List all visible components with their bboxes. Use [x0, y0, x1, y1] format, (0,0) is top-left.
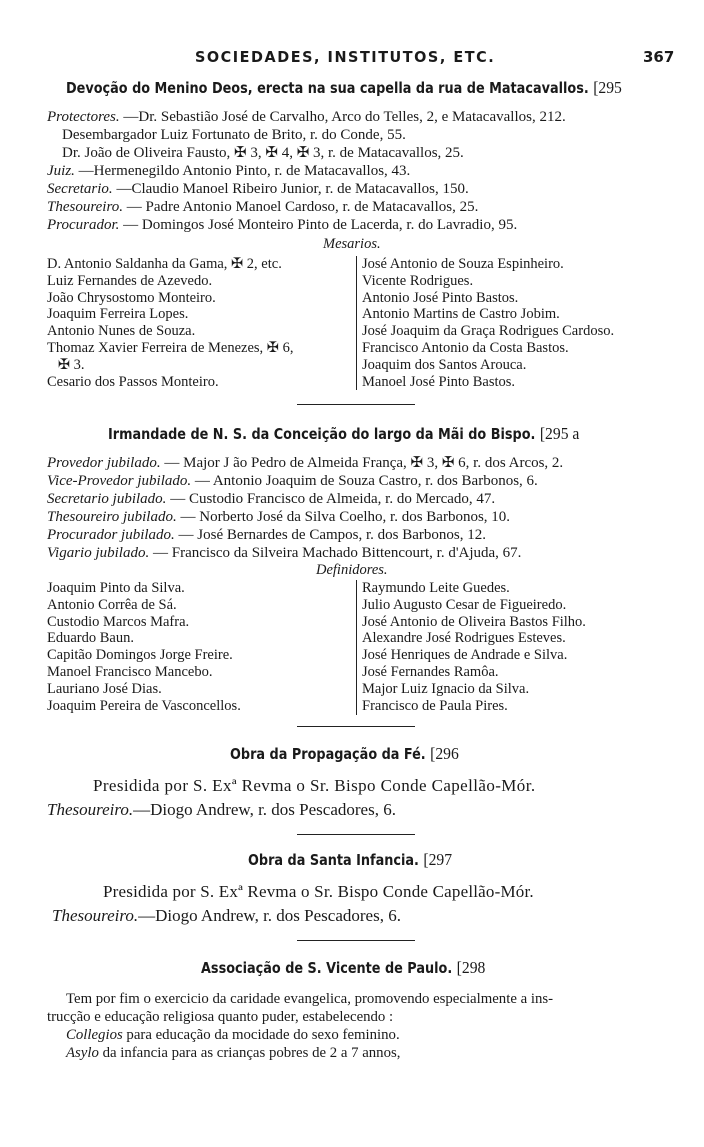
section-number: [295 — [593, 78, 622, 97]
member-name: Raymundo Leite Guedes. — [362, 580, 510, 596]
presidency-line: Presidida por S. Exª Revma o Sr. Bispo Conde Capellão-Mór. — [103, 882, 534, 901]
section-divider — [297, 940, 415, 941]
officer-line — [47, 198, 478, 216]
page-number: 367 — [643, 48, 675, 66]
officer-role: Thesoureiro jubilado. — [47, 509, 177, 525]
member-name: Major Luiz Ignacio da Silva. — [362, 680, 530, 697]
officer-text: — José Bernardes de Campos, r. dos Barbonos, 12. — [174, 527, 486, 543]
officer-text: — Norberto José da Silva Coelho, r. dos Barbonos, 10. — [176, 509, 511, 525]
officer-line — [47, 490, 495, 508]
officer-role: Thesoureiro. — [52, 906, 139, 925]
paragraph-line: trucção e educação religiosa quanto puder, estabelecendo : — [47, 1009, 394, 1025]
header-title: SOCIEDADES, INSTITUTOS, ETC. — [195, 48, 496, 66]
section-title-text: Associação de S. Vicente de Paulo. — [201, 959, 453, 977]
officer-text: — Domingos José Monteiro Pinto de Lacerda, r. do Lavradio, 95. — [119, 217, 518, 233]
member-name: José Henriques de Andrade e Silva. — [362, 647, 568, 664]
definidores-subheading: Definidores. — [316, 562, 388, 578]
section-number: [298 — [456, 958, 486, 977]
officer-role: Secretario jubilado. — [47, 491, 167, 507]
officer-text: —Hermenegildo Antonio Pinto, r. de Matacavallos, 43. — [74, 163, 411, 179]
officer-line — [47, 162, 410, 180]
section-number: [295 a — [539, 424, 580, 443]
mesarios-subheading: Mesarios. — [323, 236, 381, 252]
paragraph-line: Tem por fim o exercicio da caridade evangelica, promovendo especialmente a ins- — [66, 991, 554, 1007]
member-name: Antonio Corrêa de Sá. — [47, 596, 177, 613]
officer-line — [47, 472, 538, 490]
member-name: Capitão Domingos Jorge Freire. — [47, 647, 233, 664]
officer-line — [47, 108, 566, 126]
section-number: [296 — [430, 744, 459, 763]
section-title-text: Obra da Propagação da Fé. — [230, 745, 426, 763]
section-number: [297 — [423, 850, 453, 869]
definidores-right-column — [362, 580, 586, 714]
officer-text: — Major J ão Pedro de Almeida França, ✠ 3, ✠ 6, r. dos Arcos, 2. — [160, 455, 564, 471]
member-name: Joaquim dos Santos Arouca. — [362, 356, 527, 373]
member-name: Alexandre José Rodrigues Esteves. — [362, 630, 566, 647]
mesarios-right-column — [362, 256, 614, 390]
member-name: Vicente Rodrigues. — [362, 272, 474, 289]
section-title-text: Irmandade de N. S. da Conceição do largo da Mãi do Bispo. — [108, 425, 536, 443]
officer-text: —Dr. Sebastião José de Carvalho, Arco do Telles, 2, e Matacavallos, 212. — [119, 109, 566, 125]
member-name: Manoel Francisco Mancebo. — [47, 663, 213, 680]
section-2-title — [108, 424, 579, 444]
column-divider — [356, 580, 357, 715]
officer-role: Vigario jubilado. — [47, 545, 150, 561]
officer-text: Dr. João de Oliveira Fausto, ✠ 3, ✠ 4, ✠ 3, r. de Matacavallos, 25. — [62, 145, 464, 161]
item-term: Asylo — [66, 1045, 99, 1061]
member-name: Joaquim Pinto da Silva. — [47, 580, 185, 596]
treasurer-line — [47, 800, 396, 820]
officer-line — [47, 216, 517, 234]
section-1-title — [66, 78, 622, 98]
item-term: Collegios — [66, 1027, 123, 1043]
member-name: Eduardo Baun. — [47, 630, 134, 647]
member-name: Manoel José Pinto Bastos. — [362, 373, 516, 390]
member-name: D. Antonio Saldanha da Gama, ✠ 2, etc. — [47, 256, 282, 272]
officer-role: Vice-Provedor jubilado. — [47, 473, 192, 489]
officer-text: —Diogo Andrew, r. dos Pescadores, 6. — [138, 906, 401, 925]
member-name: José Joaquim da Graça Rodrigues Cardoso. — [362, 323, 615, 340]
definidores-left-column — [47, 580, 241, 714]
officer-role: Thesoureiro. — [47, 199, 123, 215]
member-name: Antonio Martins de Castro Jobim. — [362, 306, 560, 323]
section-4-title — [248, 850, 452, 870]
section-divider — [297, 404, 415, 405]
section-divider — [297, 834, 415, 835]
list-item — [66, 1026, 400, 1044]
member-name: Antonio Nunes de Souza. — [47, 323, 196, 340]
section-title-text: Obra da Santa Infancia. — [248, 851, 419, 869]
section-3-title — [230, 744, 459, 764]
member-name: Francisco Antonio da Costa Bastos. — [362, 339, 569, 356]
officer-role: Provedor jubilado. — [47, 455, 161, 471]
officer-role: Thesoureiro. — [47, 800, 134, 819]
officer-text: — Padre Antonio Manoel Cardoso, r. de Matacavallos, 25. — [122, 199, 479, 215]
officer-role: Procurador. — [47, 217, 120, 233]
member-name: José Antonio de Souza Espinheiro. — [362, 256, 564, 272]
officer-text: Desembargador Luiz Fortunato de Brito, r. do Conde, 55. — [62, 127, 406, 143]
member-name: Joaquim Pereira de Vasconcellos. — [47, 697, 241, 714]
member-name: ✠ 3. — [47, 356, 85, 373]
officer-line — [47, 526, 486, 544]
member-name: João Chrysostomo Monteiro. — [47, 289, 216, 306]
running-header — [0, 48, 704, 70]
member-name: Custodio Marcos Mafra. — [47, 613, 190, 630]
member-name: Joaquim Ferreira Lopes. — [47, 306, 189, 323]
member-name: José Fernandes Ramôa. — [362, 663, 499, 680]
treasurer-line — [52, 906, 401, 926]
member-name: Luiz Fernandes de Azevedo. — [47, 272, 213, 289]
officer-line — [47, 544, 521, 562]
officer-text: —Diogo Andrew, r. dos Pescadores, 6. — [133, 800, 396, 819]
member-name: Julio Augusto Cesar de Figueiredo. — [362, 596, 567, 613]
section-divider — [297, 726, 415, 727]
member-name: Francisco de Paula Pires. — [362, 697, 508, 714]
officer-text: —Claudio Manoel Ribeiro Junior, r. de Matacavallos, 150. — [112, 181, 469, 197]
officer-line — [47, 454, 563, 472]
mesarios-left-column — [47, 256, 293, 390]
section-5-title — [201, 958, 485, 978]
member-name: Lauriano José Dias. — [47, 680, 162, 697]
officer-line — [62, 144, 464, 162]
member-name: José Antonio de Oliveira Bastos Filho. — [362, 613, 586, 630]
member-name: Antonio José Pinto Bastos. — [362, 289, 519, 306]
officer-line — [62, 126, 406, 144]
item-text: para educação da mocidade do sexo feminino. — [122, 1027, 400, 1043]
officer-text: — Custodio Francisco de Almeida, r. do Mercado, 47. — [166, 491, 496, 507]
officer-role: Procurador jubilado. — [47, 527, 175, 543]
item-text: da infancia para as crianças pobres de 2 a 7 annos, — [98, 1045, 401, 1061]
section-title-text: Devoção do Menino Deos, erecta na sua capella da rua de Matacavallos. — [66, 79, 589, 97]
officer-role: Secretario. — [47, 181, 113, 197]
presidency-line: Presidida por S. Exª Revma o Sr. Bispo Conde Capellão-Mór. — [93, 776, 536, 795]
officer-line — [47, 508, 510, 526]
officer-text: — Antonio Joaquim de Souza Castro, r. dos Barbonos, 6. — [191, 473, 538, 489]
officer-line — [47, 180, 469, 198]
officer-text: — Francisco da Silveira Machado Bittencourt, r. d'Ajuda, 67. — [149, 545, 522, 561]
officer-role: Juiz. — [47, 163, 75, 179]
member-name: Cesario dos Passos Monteiro. — [47, 373, 219, 390]
member-name: Thomaz Xavier Ferreira de Menezes, ✠ 6, — [47, 339, 294, 356]
column-divider — [356, 256, 357, 390]
list-item — [66, 1044, 400, 1062]
officer-role: Protectores. — [47, 109, 120, 125]
